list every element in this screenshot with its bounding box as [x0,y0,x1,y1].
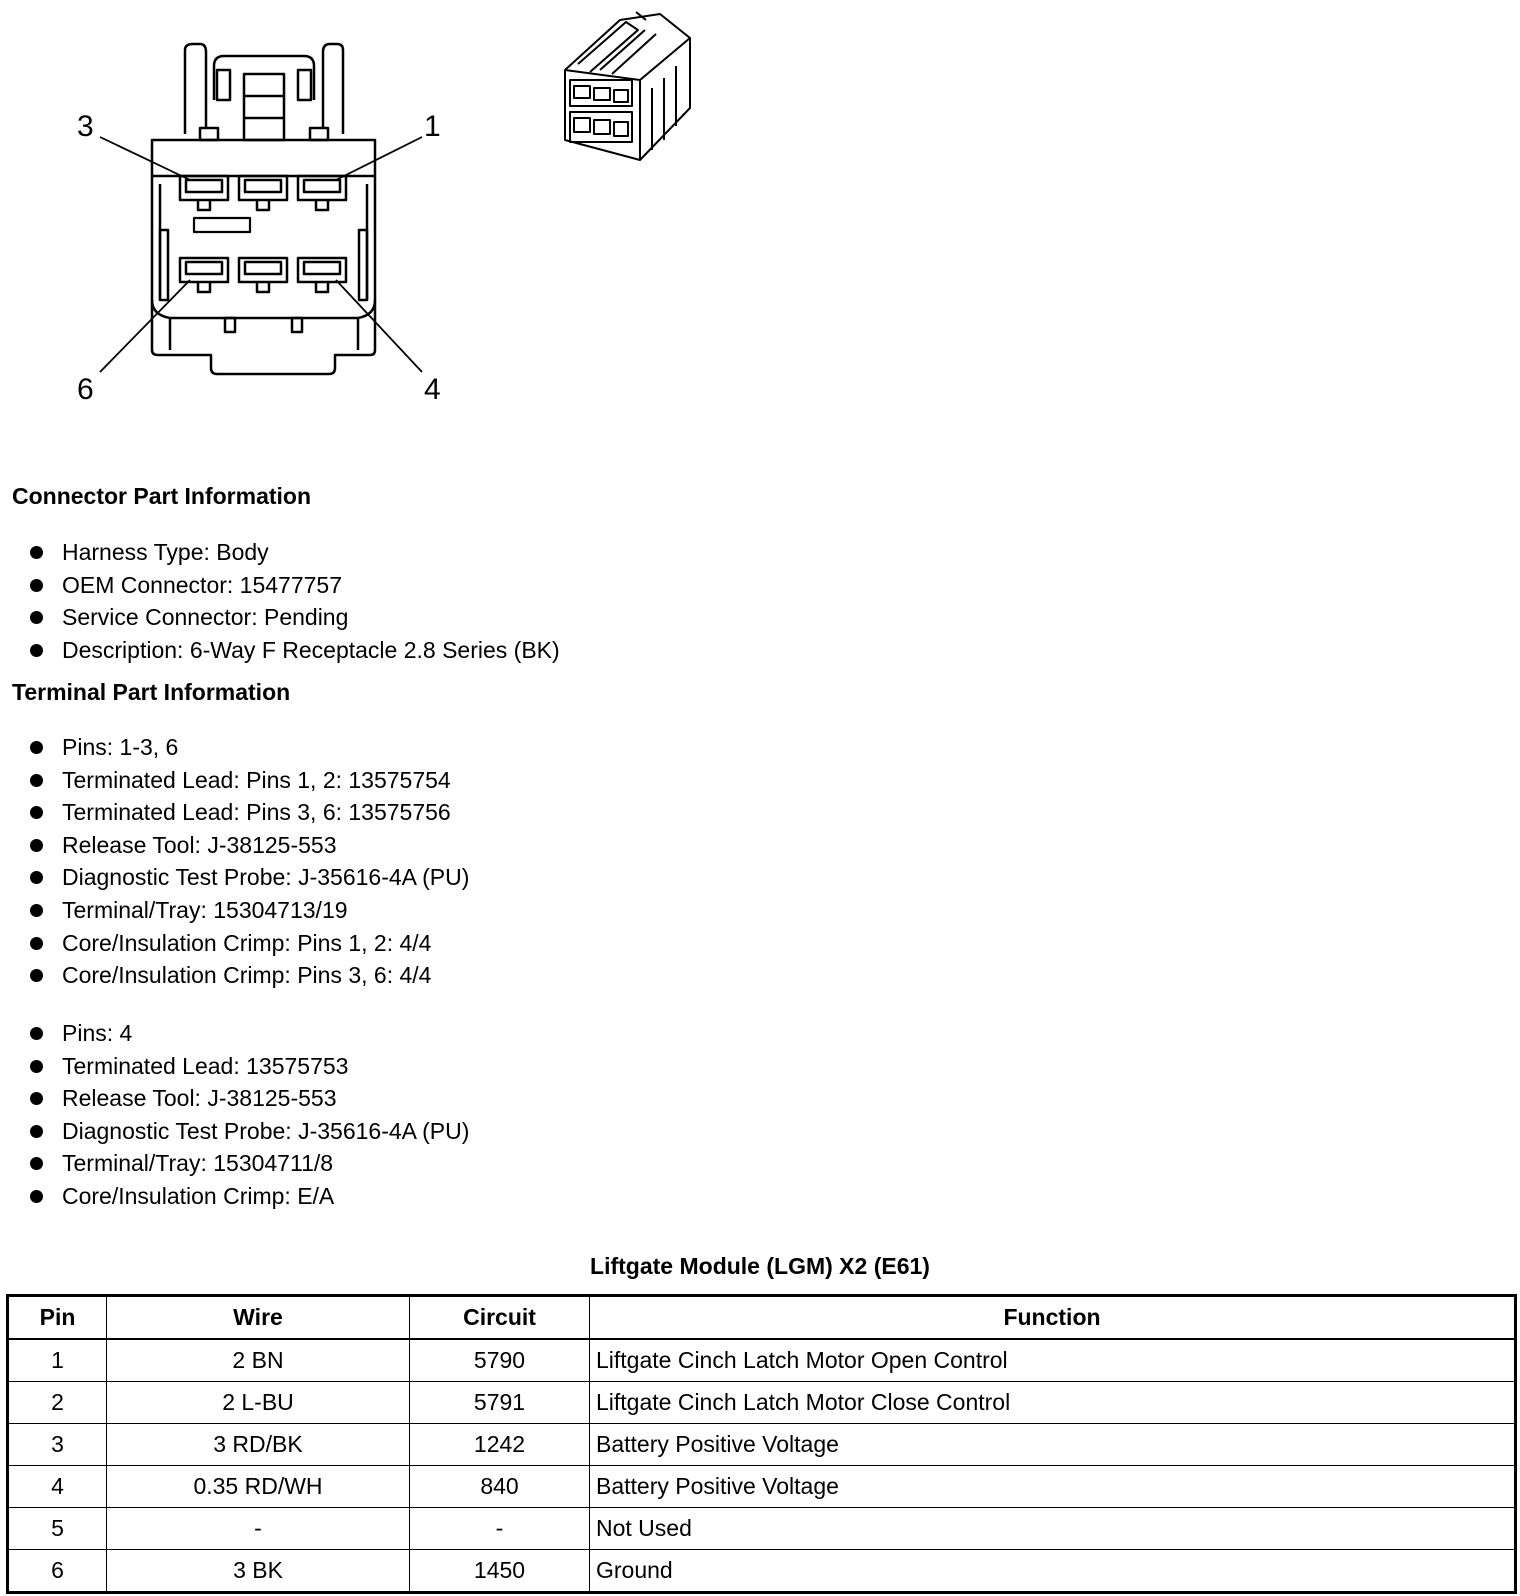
list-item: OEM Connector: 15477757 [0,569,560,602]
cell-circuit: 1242 [410,1424,590,1466]
list-item: Description: 6-Way F Receptacle 2.8 Series (BK) [0,634,560,667]
list-item: Pins: 1-3, 6 [0,731,469,764]
leader-line-pin-1 [336,137,422,180]
terminal-cavity-2 [239,176,287,210]
cell-function: Liftgate Cinch Latch Motor Open Control [590,1339,1516,1382]
list-item: Harness Type: Body [0,536,560,569]
cell-circuit: 840 [410,1466,590,1508]
header-wire: Wire [107,1296,410,1340]
list-item: Core/Insulation Crimp: E/A [0,1180,469,1213]
list-item: Terminated Lead: Pins 3, 6: 13575756 [0,796,469,829]
cell-circuit: 5791 [410,1382,590,1424]
connector-isometric-view [556,6,706,162]
cell-function: Liftgate Cinch Latch Motor Close Control [590,1382,1516,1424]
list-item: Terminated Lead: Pins 1, 2: 13575754 [0,764,469,797]
terminal-cavity-1 [298,176,346,210]
terminal-cavity-4 [298,258,346,292]
table-caption: Liftgate Module (LGM) X2 (E61) [590,1253,930,1279]
header-circuit: Circuit [410,1296,590,1340]
cell-wire: 3 BK [107,1550,410,1593]
list-item: Pins: 4 [0,1017,469,1050]
list-item: Terminal/Tray: 15304713/19 [0,894,469,927]
table-row [8,1382,1516,1424]
list-item: Terminal/Tray: 15304711/8 [0,1147,469,1180]
table-row [8,1466,1516,1508]
terminal-part-list-2 [0,1017,469,1213]
connector-part-title: Connector Part Information [12,483,312,509]
cell-function: Ground [590,1550,1516,1593]
cell-wire: 2 BN [107,1339,410,1382]
pin-callout-4: 4 [424,373,441,406]
leader-line-pin-6 [100,280,190,372]
terminal-cavity-6 [180,258,228,292]
connector-key-slot [194,218,250,232]
leader-line-pin-4 [336,280,422,372]
header-function: Function [590,1296,1516,1340]
cell-pin: 6 [8,1550,107,1593]
cell-pin: 4 [8,1466,107,1508]
terminal-part-list-1 [0,731,469,992]
pin-callout-1: 1 [424,110,441,143]
table-row [8,1508,1516,1550]
cell-wire: 3 RD/BK [107,1424,410,1466]
cell-function: Battery Positive Voltage [590,1424,1516,1466]
list-item: Service Connector: Pending [0,601,560,634]
table-header-row [8,1296,1516,1340]
cell-circuit: 1450 [410,1550,590,1593]
table-row [8,1550,1516,1593]
list-item: Diagnostic Test Probe: J-35616-4A (PU) [0,1115,469,1148]
cell-pin: 1 [8,1339,107,1382]
cell-circuit: - [410,1508,590,1550]
list-item: Release Tool: J-38125-553 [0,829,469,862]
cell-pin: 2 [8,1382,107,1424]
list-item: Terminated Lead: 13575753 [0,1050,469,1083]
list-item: Core/Insulation Crimp: Pins 1, 2: 4/4 [0,927,469,960]
list-item: Release Tool: J-38125-553 [0,1082,469,1115]
header-pin: Pin [8,1296,107,1340]
cell-circuit: 5790 [410,1339,590,1382]
connector-face-diagram [60,30,460,400]
pin-table [6,1294,1517,1594]
cell-pin: 5 [8,1508,107,1550]
cell-wire: - [107,1508,410,1550]
cell-pin: 3 [8,1424,107,1466]
table-row [8,1424,1516,1466]
cell-wire: 2 L-BU [107,1382,410,1424]
table-row [8,1339,1516,1382]
cell-function: Battery Positive Voltage [590,1466,1516,1508]
terminal-cavity-5 [239,258,287,292]
connector-latch [185,44,206,134]
cell-function: Not Used [590,1508,1516,1550]
pin-callout-6: 6 [77,373,94,406]
terminal-cavity-3 [180,176,228,210]
terminal-part-title: Terminal Part Information [12,679,291,705]
leader-line-pin-3 [100,137,190,180]
connector-part-list [0,536,560,666]
pin-callout-3: 3 [77,110,94,143]
list-item: Core/Insulation Crimp: Pins 3, 6: 4/4 [0,959,469,992]
cell-wire: 0.35 RD/WH [107,1466,410,1508]
list-item: Diagnostic Test Probe: J-35616-4A (PU) [0,861,469,894]
